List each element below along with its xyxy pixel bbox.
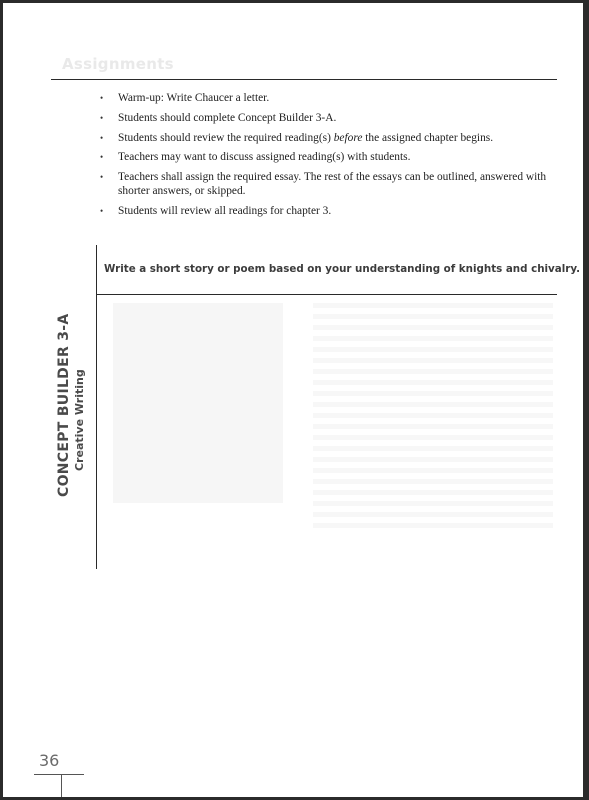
bullet-icon: • (100, 132, 104, 143)
assignment-list (100, 91, 550, 224)
bullet-icon: • (100, 172, 104, 183)
bullet-icon: • (100, 152, 104, 163)
list-item-text: Teachers shall assign the required essay. The rest of the essays can be outlined, answered with shorter answers, or skipped. (118, 171, 547, 198)
list-item-emphasis: before (333, 131, 363, 144)
list-item-text: Students will review all readings for chapter 3. (118, 205, 332, 218)
document-page (3, 3, 583, 797)
list-item-text: Students should complete Concept Builder 3-A. (118, 111, 337, 124)
bleed-through-text (313, 303, 553, 533)
page-number-rule (34, 774, 84, 775)
concept-builder-divider (96, 294, 557, 295)
list-item (100, 150, 550, 164)
list-item (100, 111, 550, 125)
page-number-tick (61, 774, 62, 797)
concept-builder-label (55, 313, 86, 497)
page-number: 36 (39, 751, 60, 770)
list-item (100, 204, 550, 218)
bullet-icon: • (100, 93, 104, 103)
bullet-icon: • (100, 206, 104, 217)
bullet-icon: • (100, 112, 104, 123)
heading-divider (51, 79, 557, 80)
list-item (100, 131, 550, 145)
list-item (100, 170, 550, 198)
bleed-through-image (113, 303, 283, 503)
list-item-text-before: Students should review the required reading(s) (118, 131, 334, 144)
section-heading: Assignments (62, 55, 174, 73)
list-item-text: Teachers may want to discuss assigned reading(s) with students. (118, 151, 411, 164)
concept-builder-subtitle: Creative Writing (73, 369, 86, 471)
writing-prompt: Write a short story or poem based on your understanding of knights and chivalry. (104, 263, 580, 275)
list-item (100, 91, 550, 105)
list-item-text: Warm-up: Write Chaucer a letter. (118, 92, 270, 104)
list-item-text-after: the assigned chapter begins. (362, 131, 494, 144)
concept-builder-title: CONCEPT BUILDER 3-A (56, 313, 72, 497)
